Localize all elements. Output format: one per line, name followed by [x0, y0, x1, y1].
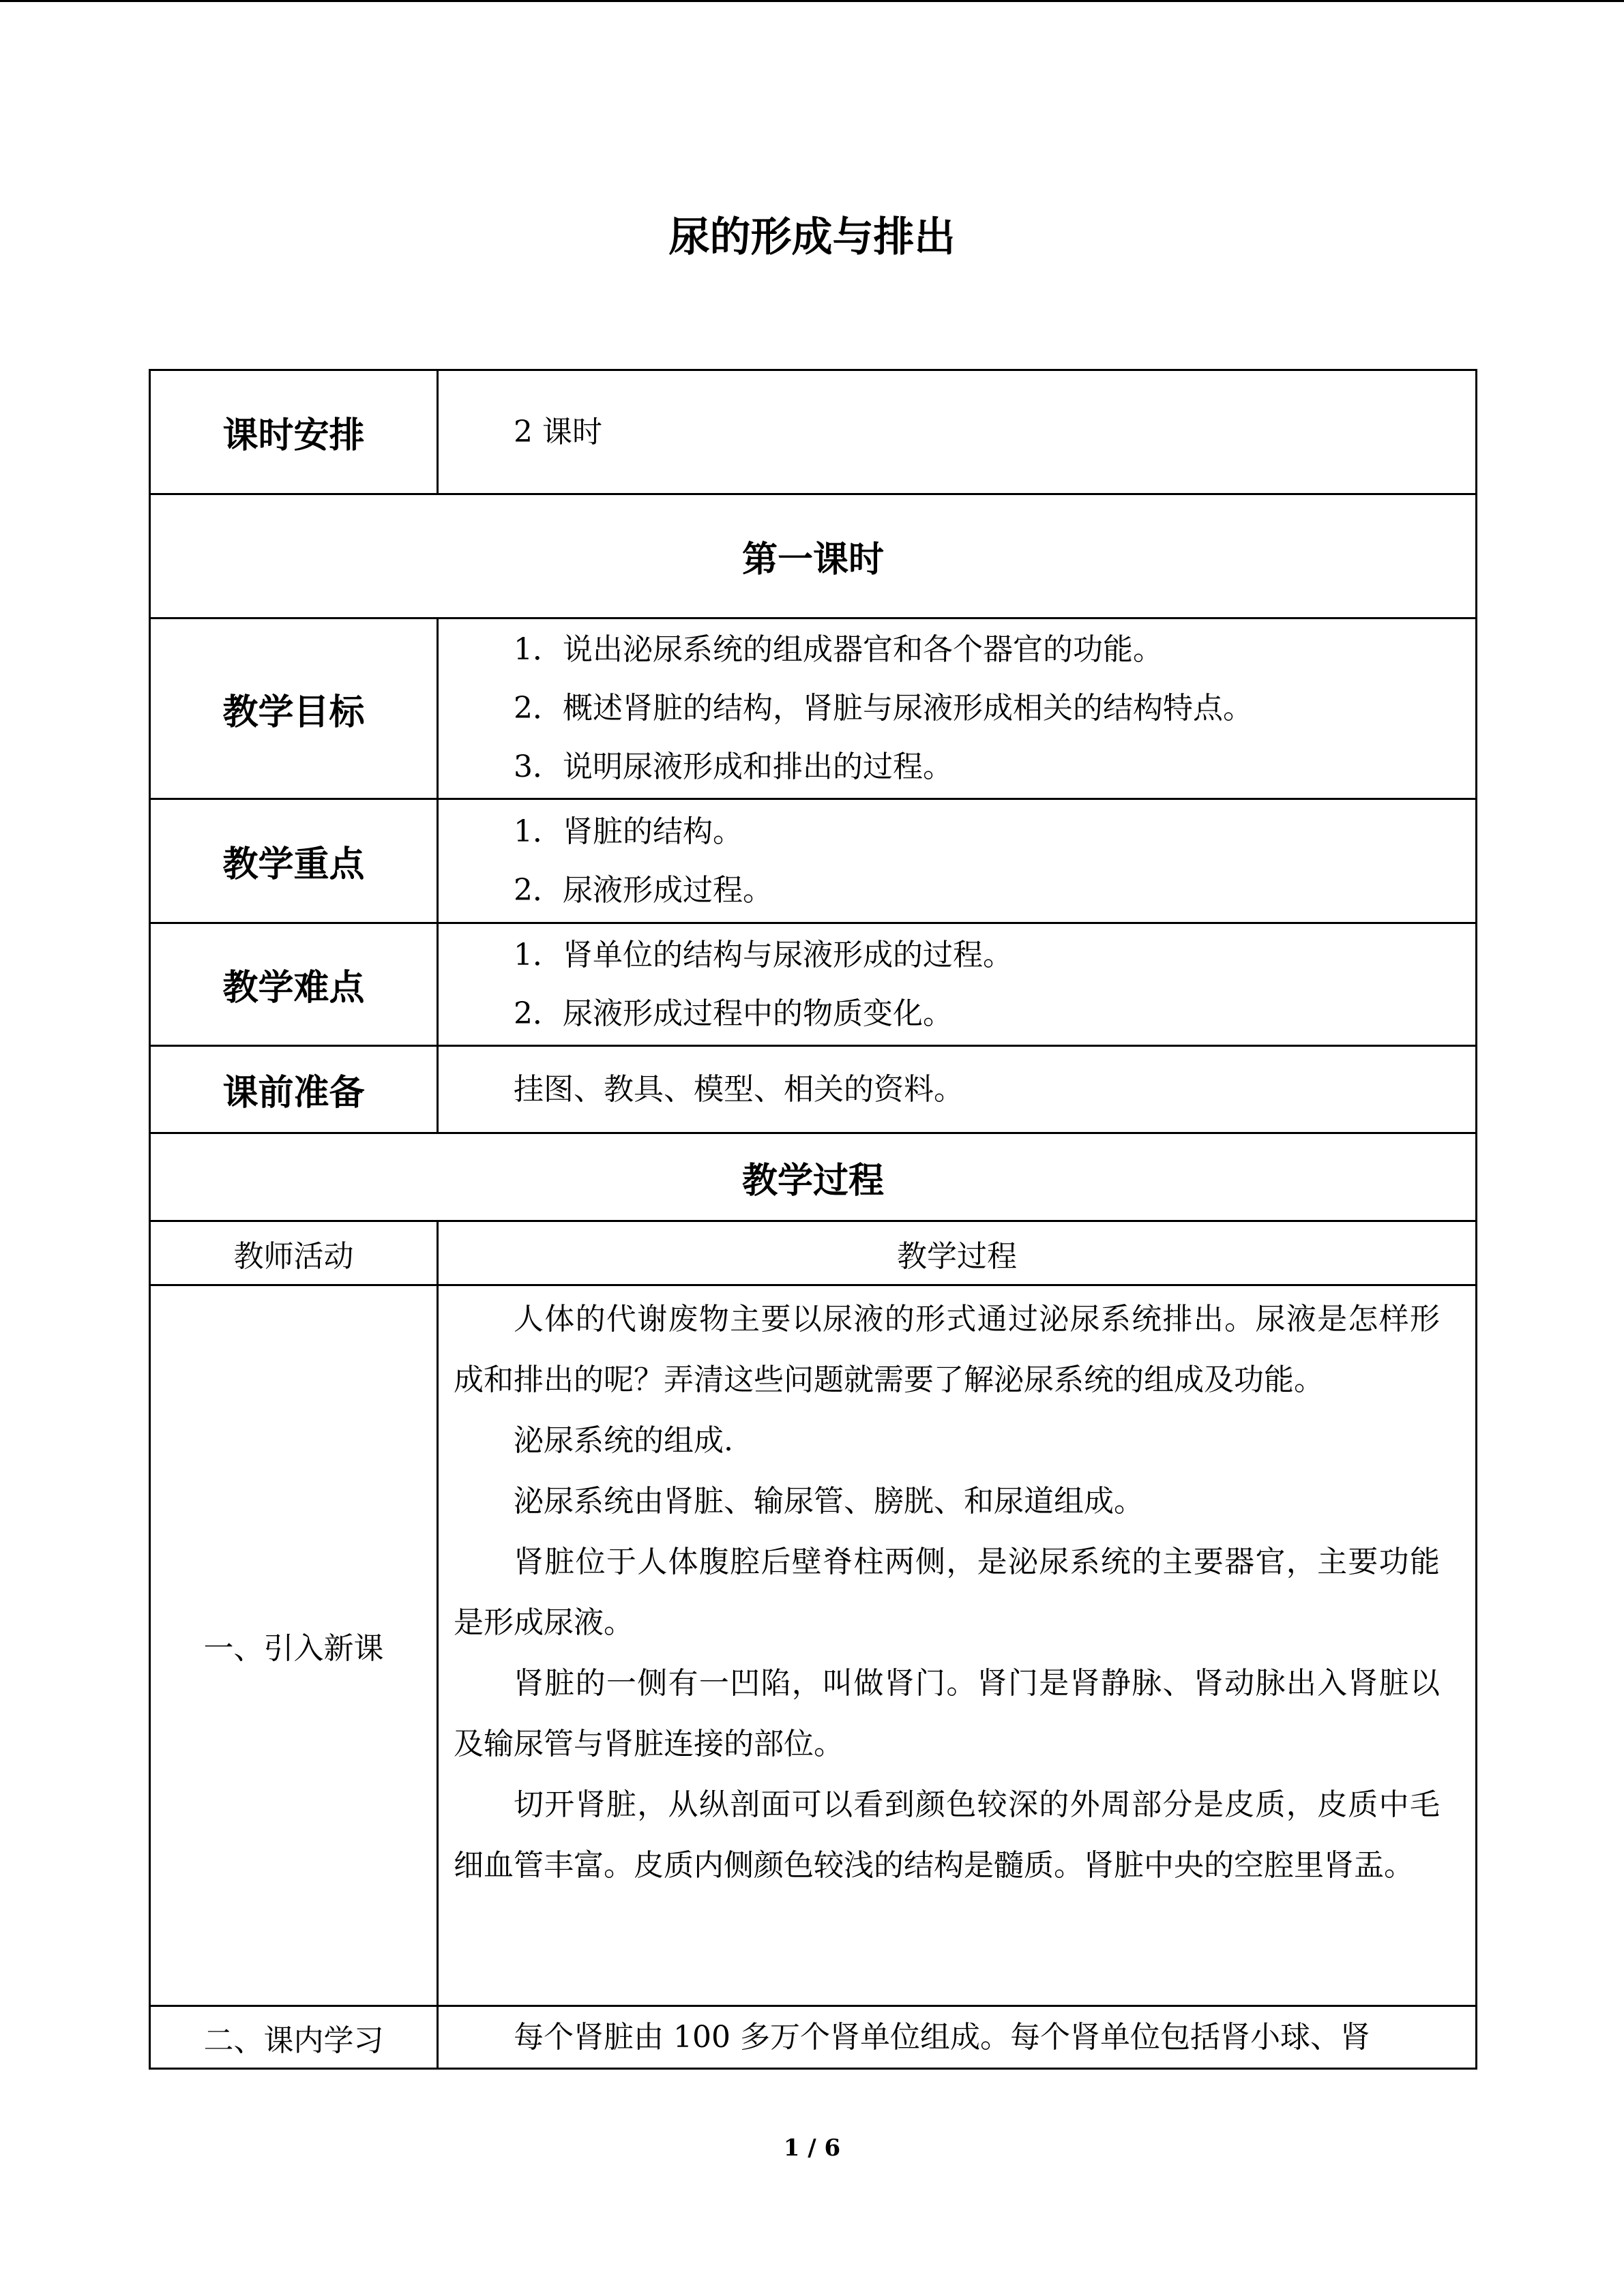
intro-paragraph: 人体的代谢废物主要以尿液的形式通过泌尿系统排出。尿液是怎样形成和排出的呢？弄清这些问题就需要了解泌尿系统的组成及功能。: [454, 1302, 1440, 1397]
preparation-label: 课前准备: [150, 1046, 438, 1133]
intro-paragraph: 泌尿系统的组成.: [514, 1423, 733, 1458]
document-title: 尿的形成与排出: [668, 213, 956, 261]
difficulty-item: 1．肾单位的结构与尿液形成的过程。: [514, 937, 1013, 972]
difficulty-item: 2．尿液形成过程中的物质变化。: [514, 996, 953, 1031]
intro-paragraph: 切开肾脏，从纵剖面可以看到颜色较深的外周部分是皮质，皮质中毛细血管丰富。皮质内侧颜色较浅的结构是髓质。肾脏中央的空腔里肾盂。: [454, 1787, 1440, 1883]
schedule-label: 课时安排: [150, 370, 438, 494]
intro-paragraph: 肾脏的一侧有一凹陷，叫做肾门。肾门是肾静脉、肾动脉出入肾脏以及输尿管与肾脏连接的部位。: [454, 1666, 1440, 1761]
objective-item: 1．说出泌尿系统的组成器官和各个器官的功能。: [514, 632, 1163, 667]
key-points-label: 教学重点: [150, 799, 438, 923]
learning-label: 二、课内学习: [150, 2006, 438, 2069]
difficulties-row: [150, 923, 1477, 1046]
intro-paragraph: 泌尿系统由肾脏、输尿管、膀胱、和尿道组成。: [514, 1484, 1144, 1519]
schedule-row: [150, 370, 1477, 494]
page-number: 1 / 6: [783, 2134, 841, 2162]
learning-paragraph: 每个肾脏由 100 多万个肾单位组成。每个肾单位包括肾小球、肾: [514, 2020, 1370, 2055]
objectives-row: [150, 618, 1477, 799]
intro-paragraph: 肾脏位于人体腹腔后壁脊柱两侧，是泌尿系统的主要器官，主要功能是形成尿液。: [454, 1545, 1440, 1640]
process-header-row: [150, 1133, 1477, 1221]
top-border-line: [0, 0, 1624, 2]
preparation-value: 挂图、教具、模型、相关的资料。: [514, 1071, 964, 1107]
teacher-column-header: 教师活动: [150, 1221, 438, 1285]
lesson1-header-row: [150, 494, 1477, 618]
difficulties-label: 教学难点: [150, 923, 438, 1046]
lesson-plan-table: [149, 369, 1477, 2070]
intro-label: 一、引入新课: [150, 1285, 438, 2006]
objectives-label: 教学目标: [150, 618, 438, 799]
objective-item: 2．概述肾脏的结构，肾脏与尿液形成相关的结构特点。: [514, 691, 1253, 726]
lesson1-header: 第一课时: [150, 494, 1477, 618]
process-header: 教学过程: [150, 1133, 1477, 1221]
schedule-value: 2 课时: [514, 414, 602, 449]
preparation-row: [150, 1046, 1477, 1133]
process-column-header: 教学过程: [438, 1221, 1477, 1285]
key-point-item: 1．肾脏的结构。: [514, 814, 743, 849]
column-header-row: [150, 1221, 1477, 1285]
key-point-item: 2．尿液形成过程。: [514, 872, 773, 908]
intro-row: [150, 1285, 1477, 2006]
key-points-row: [150, 799, 1477, 923]
learning-row: [150, 2006, 1477, 2069]
objective-item: 3．说明尿液形成和排出的过程。: [514, 749, 953, 784]
